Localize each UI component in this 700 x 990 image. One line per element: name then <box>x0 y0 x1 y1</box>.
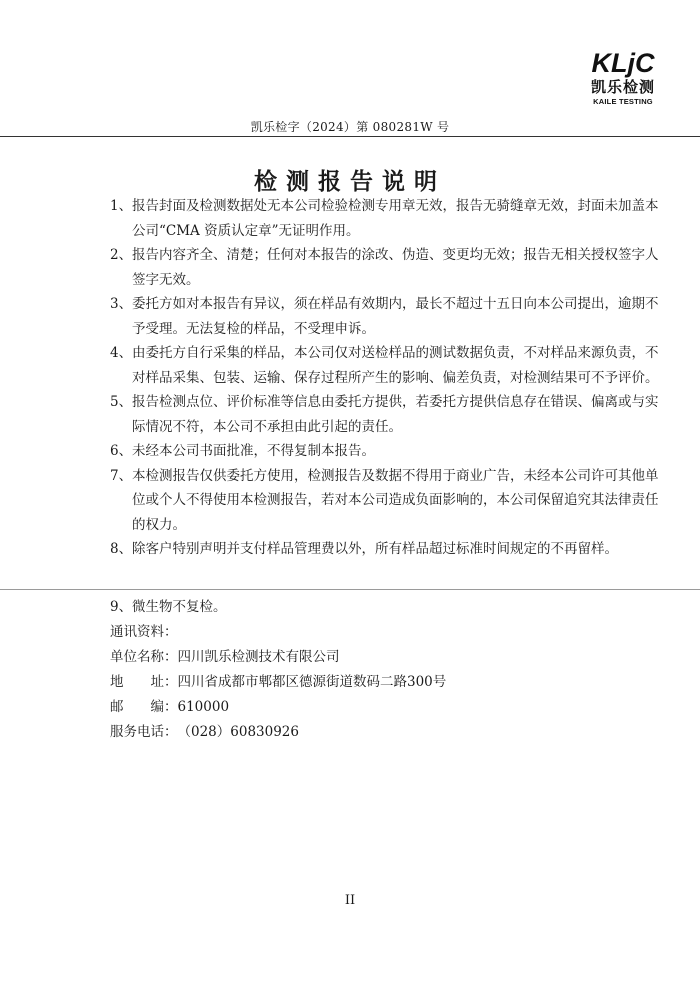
clause-list <box>110 194 670 562</box>
kljc-logo-icon <box>585 48 661 78</box>
company-logo <box>583 48 663 106</box>
clause-number: 3、 <box>110 296 133 312</box>
clause-text: 本检测报告仅供委托方使用，检测报告及数据不得用于商业广告，未经本公司许可其他单位或个人不得使用本检测报告，若对本公司造成负面影响的，本公司保留追究其法律责任的权力。 <box>132 467 659 533</box>
page-title: 检测报告说明 <box>254 169 446 195</box>
clause-item <box>110 390 670 439</box>
clause-item <box>110 464 670 538</box>
scan-divider <box>0 589 700 590</box>
contact-postcode-row <box>110 695 670 720</box>
clause-text: 微生物不复检。 <box>132 599 227 615</box>
contact-heading: 通讯资料： <box>110 624 178 640</box>
clause-text: 未经本公司书面批准，不得复制本报告。 <box>132 443 375 459</box>
clause-item <box>110 243 670 292</box>
phone-label: 服务电话： <box>110 724 178 740</box>
clause-item <box>110 537 670 562</box>
address-value: 四川省成都市郫都区德源街道数码二路300号 <box>177 674 447 690</box>
clause-text: 委托方如对本报告有异议，须在样品有效期内，最长不超过十五日向本公司提出，逾期不予受理。无法复检的样品，不受理申诉。 <box>132 296 659 337</box>
clause-item <box>110 439 670 464</box>
page-number: II <box>344 893 356 908</box>
clause-text: 报告内容齐全、清楚；任何对本报告的涂改、伪造、变更均无效；报告无相关授权签字人签字无效。 <box>132 247 659 288</box>
contact-heading-row <box>110 620 670 645</box>
clause-number: 5、 <box>110 394 133 410</box>
contact-address-row <box>110 670 670 695</box>
company-value: 四川凯乐检测技术有限公司 <box>177 649 340 665</box>
contact-company-row <box>110 645 670 670</box>
logo-cn-text: 凯乐检测 <box>590 78 655 96</box>
clause-number: 4、 <box>110 345 133 361</box>
address-label: 地 址： <box>110 674 178 690</box>
clause-number: 1、 <box>110 198 133 214</box>
contact-section <box>110 595 670 745</box>
clause-number: 2、 <box>110 247 133 263</box>
contact-phone-row <box>110 720 670 745</box>
clause-number: 9、 <box>110 599 133 615</box>
clause-item <box>110 292 670 341</box>
company-label: 单位名称： <box>110 649 178 665</box>
clause-item <box>110 595 670 620</box>
phone-value: （028）60830926 <box>177 724 299 740</box>
header-divider <box>0 136 700 137</box>
clause-text: 由委托方自行采集的样品，本公司仅对送检样品的测试数据负责，不对样品来源负责，不对样品采集、包装、运输、保存过程所产生的影响、偏差负责，对检测结果可不予评价。 <box>132 345 659 386</box>
logo-mark-text: KLjC <box>591 48 655 78</box>
logo-en-text: KAILE TESTING <box>593 97 653 106</box>
clause-number: 8、 <box>110 541 133 557</box>
clause-item <box>110 341 670 390</box>
clause-item <box>110 194 670 243</box>
clause-text: 报告封面及检测数据处无本公司检验检测专用章无效，报告无骑缝章无效，封面未加盖本公司“CMA 资质认定章”无证明作用。 <box>132 198 659 239</box>
clause-number: 6、 <box>110 443 133 459</box>
clause-number: 7、 <box>110 467 133 484</box>
postcode-label: 邮 编： <box>110 699 178 715</box>
postcode-value: 610000 <box>177 699 230 715</box>
clause-text: 除客户特别声明并支付样品管理费以外，所有样品超过标准时间规定的不再留样。 <box>132 541 618 557</box>
report-number: 凯乐检字（2024）第 080281W 号 <box>250 120 450 134</box>
clause-text: 报告检测点位、评价标准等信息由委托方提供，若委托方提供信息存在错误、偏离或与实际情况不符，本公司不承担由此引起的责任。 <box>132 394 659 435</box>
